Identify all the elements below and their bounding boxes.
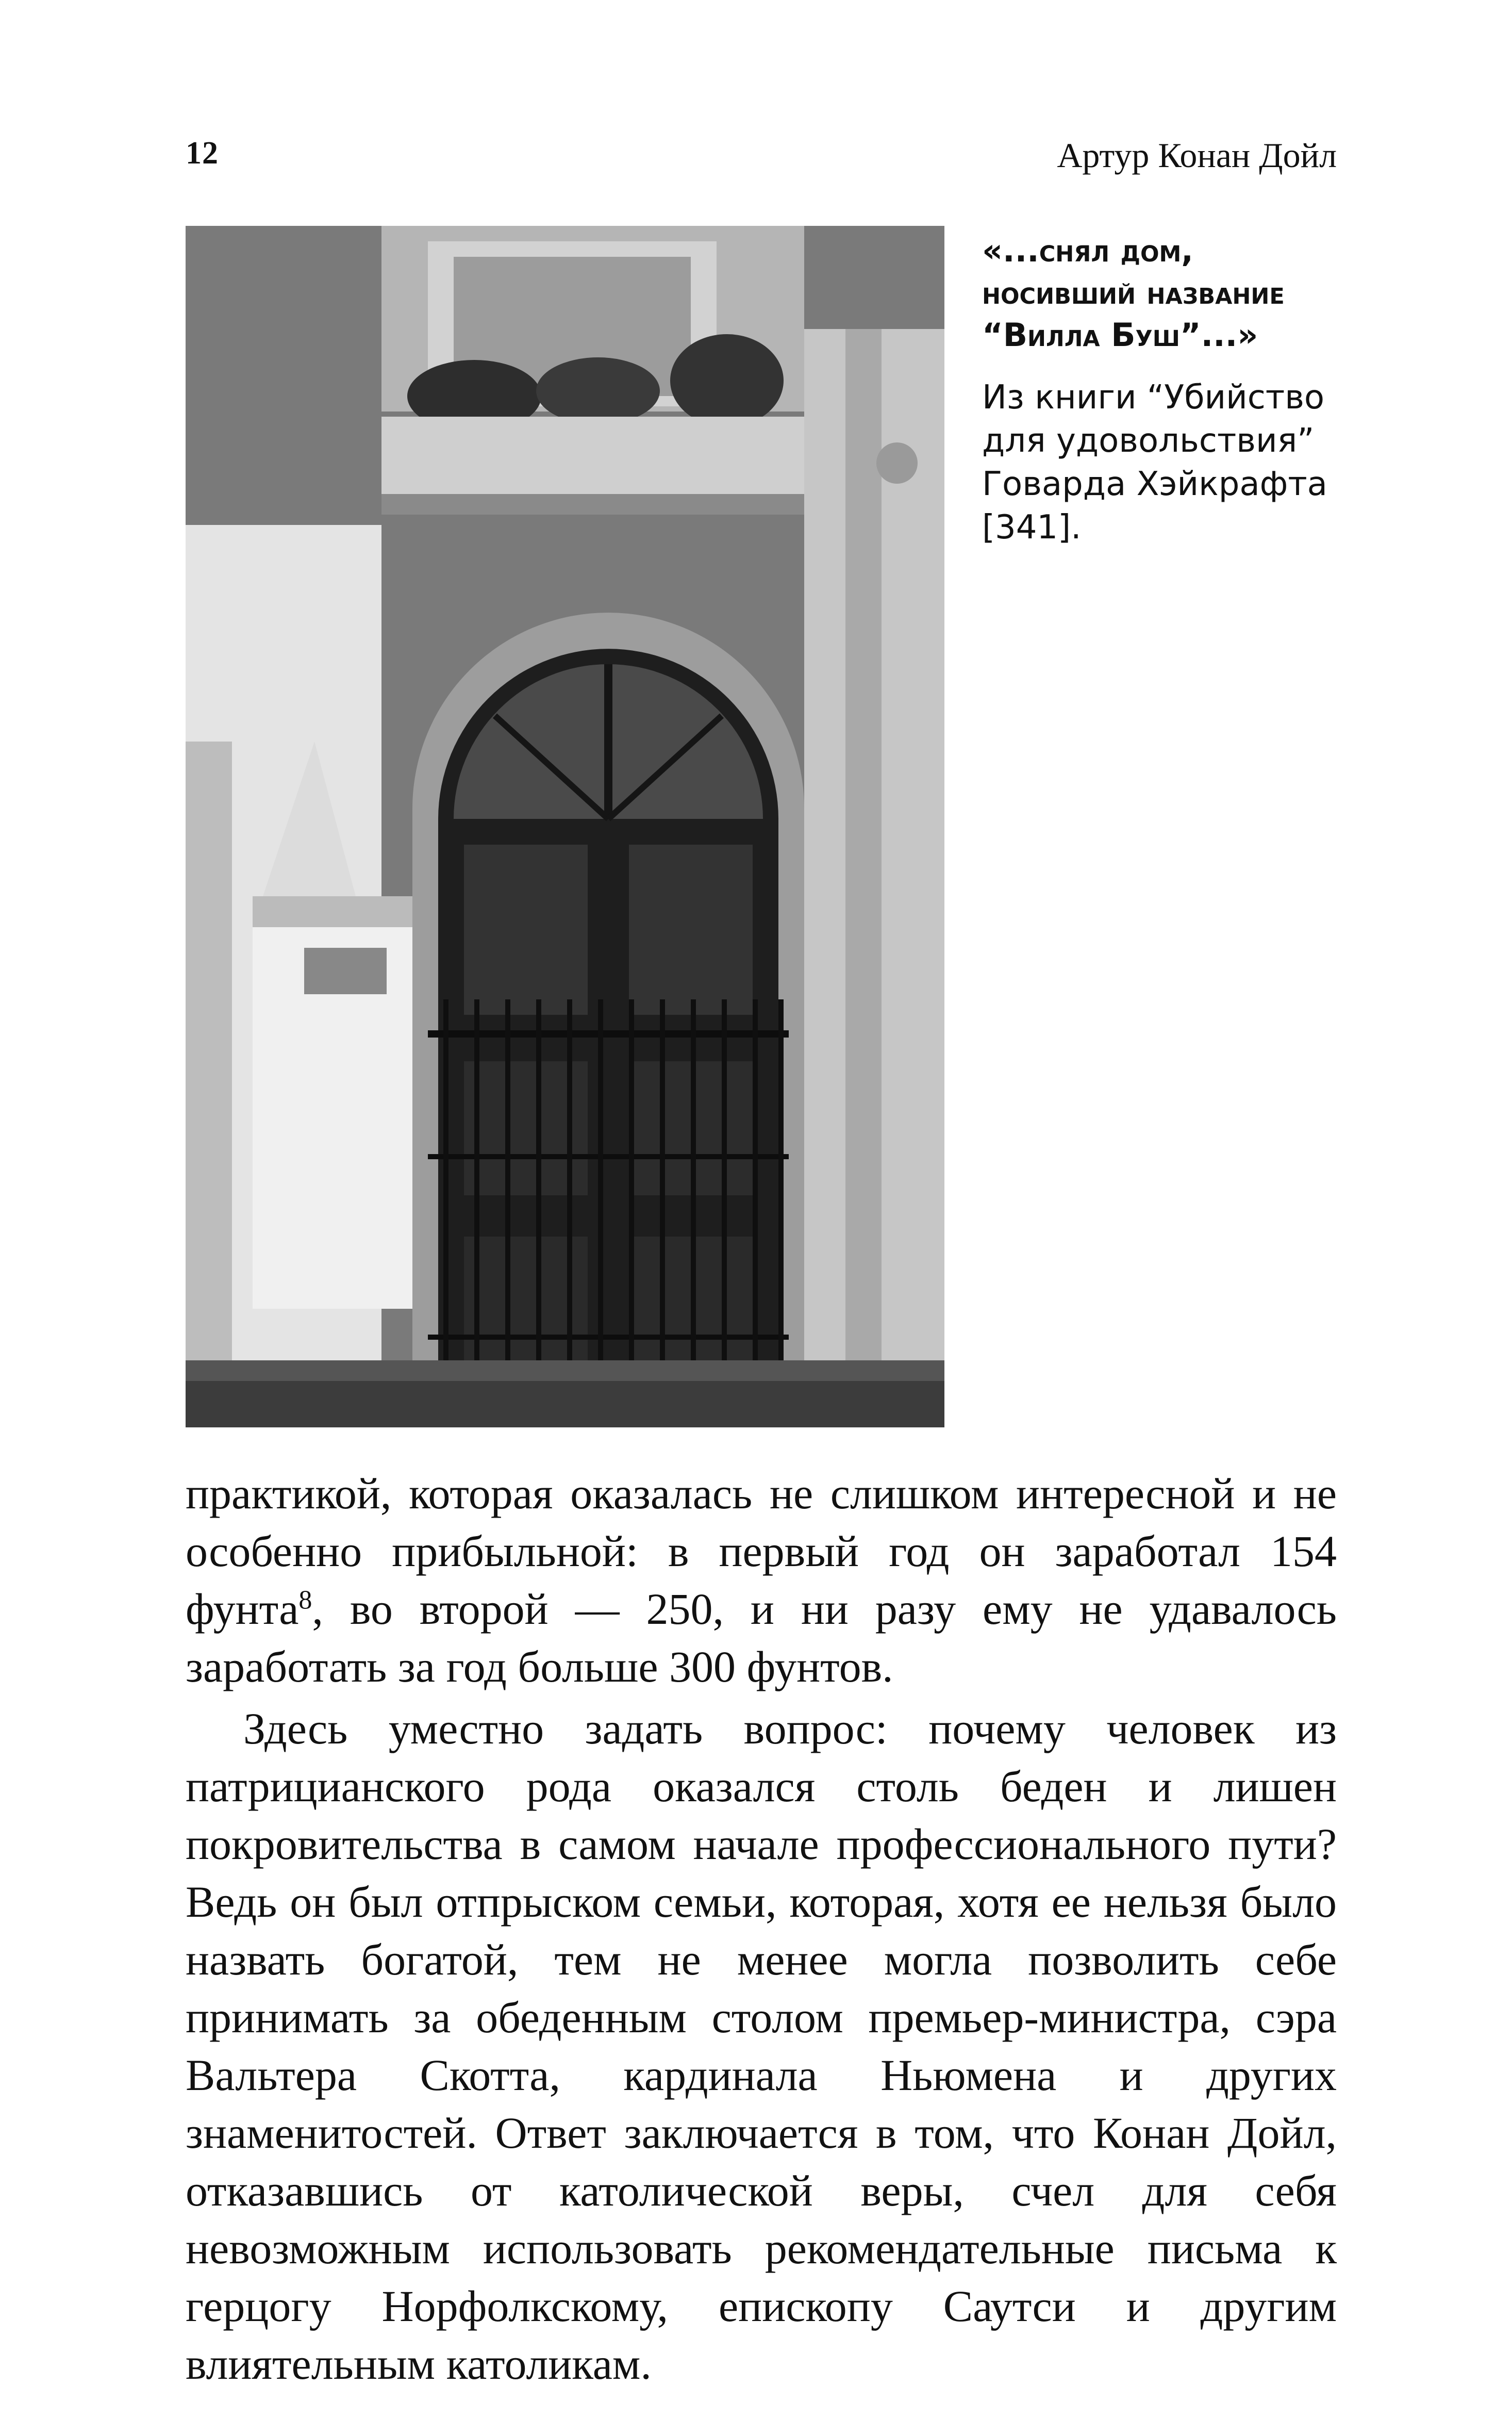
page-number: 12 (186, 136, 219, 171)
running-title: Артур Конан Дойл (1057, 136, 1337, 175)
caption-title: «...снял дом, носивший название “Вилла Буш”...» (982, 232, 1285, 354)
paragraph-1-text-a: практикой, которая оказалась не слишком интересной и не особенно прибыльной: в первый год он заработал 154 фунта (186, 1469, 1337, 1634)
caption-source: Из книги “Убийство для удовольствия” Говарда Хэйкрафта [341]. (982, 379, 1327, 547)
paragraph-1 (186, 1465, 1337, 1696)
body-text (186, 1465, 1337, 2393)
photo-caption (982, 229, 1343, 549)
photo-illustration (186, 226, 944, 1427)
footnote-reference[interactable]: 8 (298, 1585, 312, 1615)
paragraph-2: Здесь уместно задать вопрос: почему человек из патрицианского рода оказался столь беден и лишен покровительства в самом начале профессионального пути? Ведь он был отпрыском семьи, которая, хотя ее нельзя было назвать богатой, тем не менее могла позволить себе принимать за обеденным столом премьер-министра, сэра Вальтера Скотта, кардинала Ньюмена и других знаменитостей. Ответ заключается в том, что Конан Дойл, отказавшись от католической веры, счел для себя невозможным использовать рекомендательные письма к герцогу Норфолкскому, епископу Саутси и другим влиятельным католикам. (186, 1704, 1337, 2389)
paragraph-1-text-b: , во второй — 250, и ни разу ему не удавалось заработать за год больше 300 фунтов. (186, 1584, 1337, 1691)
photo-villa-bush-entrance (186, 226, 944, 1427)
